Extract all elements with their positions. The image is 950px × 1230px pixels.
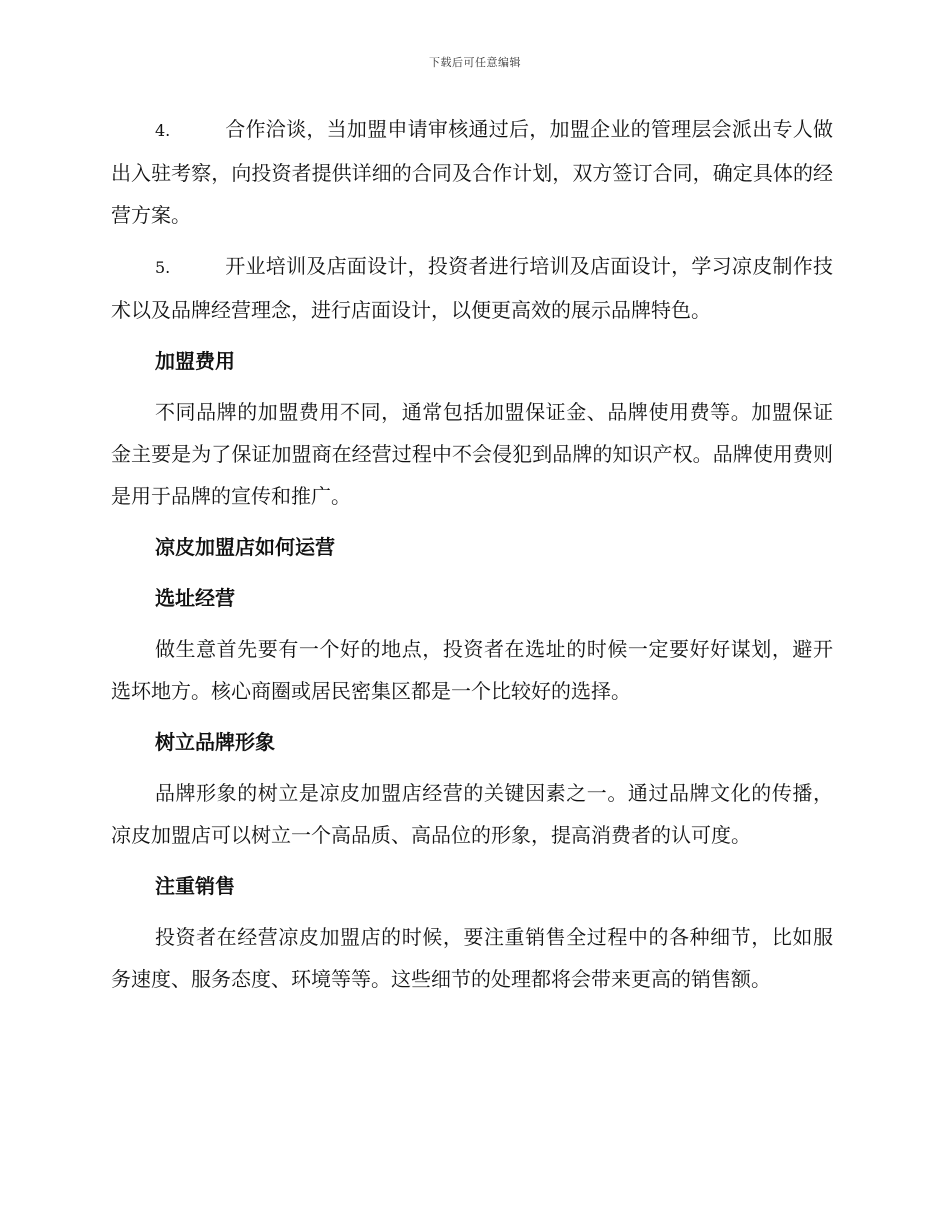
section-heading-location: 选址经营: [155, 586, 235, 610]
list-item-text: 合作洽谈，当加盟申请审核通过后，加盟企业的管理层会派出专人做出入驻考察，向投资者提供详细的合同及合作计划，双方签订合同，确定具体的经营方案。: [111, 117, 833, 227]
list-item-number: 5.: [155, 258, 171, 277]
paragraph-sales: 投资者在经营凉皮加盟店的时候，要注重销售全过程中的各种细节，比如服务速度、服务态度、环境等等。这些细节的处理都将会带来更高的销售额。: [111, 925, 833, 991]
list-item-4: [111, 108, 833, 236]
list-item-number: 4.: [155, 121, 171, 140]
section-heading-brand: 树立品牌形象: [155, 730, 275, 754]
list-item-text: 开业培训及店面设计，投资者进行培训及店面设计，学习凉皮制作技术以及品牌经营理念，进行店面设计，以便更高效的展示品牌特色。: [111, 254, 833, 322]
section-heading-fees: 加盟费用: [155, 349, 235, 373]
list-item-5: [111, 245, 833, 331]
section-heading-sales: 注重销售: [155, 874, 235, 898]
section-heading-operations: 凉皮加盟店如何运营: [155, 535, 335, 559]
paragraph-location: 做生意首先要有一个好的地点，投资者在选址的时候一定要好好谋划，避开选坏地方。核心商圈或居民密集区都是一个比较好的选择。: [111, 637, 833, 703]
paragraph-fees: 不同品牌的加盟费用不同，通常包括加盟保证金、品牌使用费等。加盟保证金主要是为了保证加盟商在经营过程中不会侵犯到品牌的知识产权。品牌使用费则是用于品牌的宣传和推广。: [111, 400, 833, 508]
paragraph-brand: 品牌形象的树立是凉皮加盟店经营的关键因素之一。通过品牌文化的传播，凉皮加盟店可以树立一个高品质、高品位的形象，提高消费者的认可度。: [111, 781, 833, 847]
page-header: 下载后可任意编辑: [429, 56, 521, 69]
document-body: [111, 108, 833, 1009]
